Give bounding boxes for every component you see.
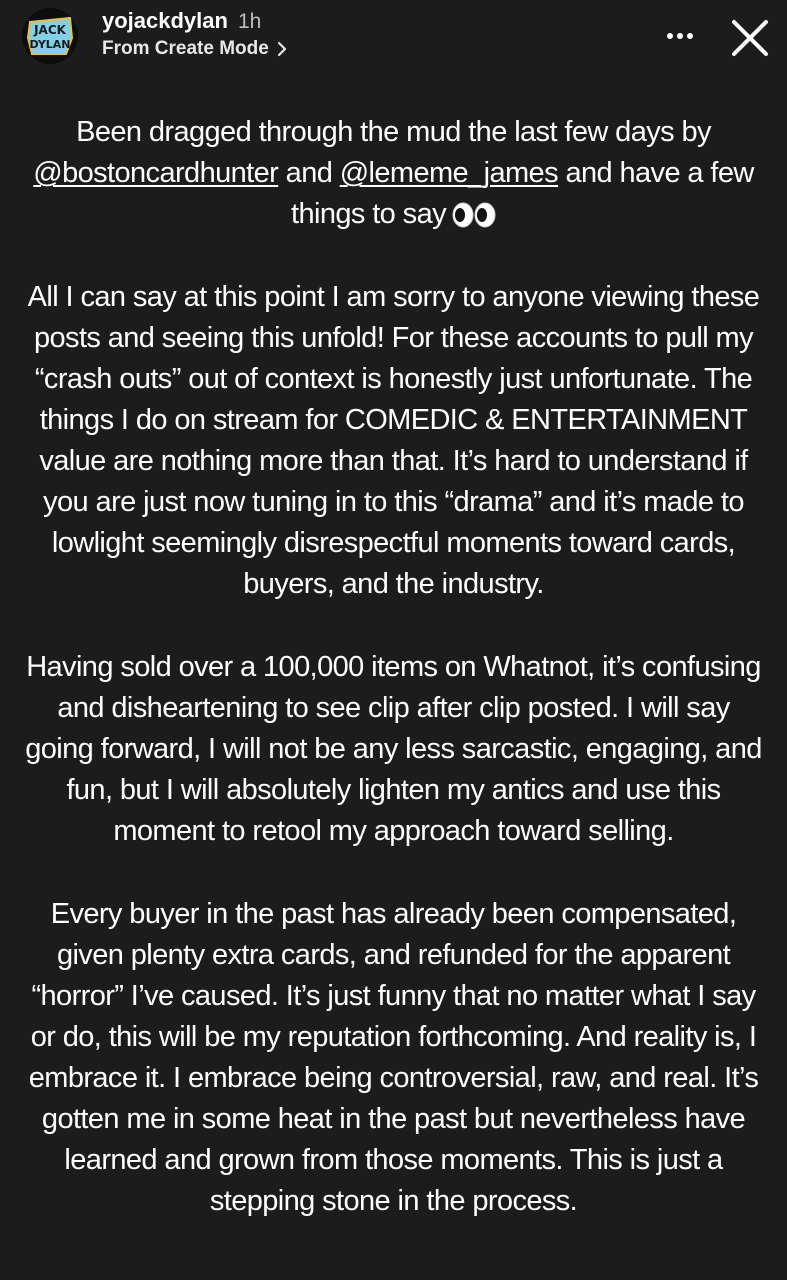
- create-mode-link[interactable]: [102, 38, 287, 60]
- mention-lememe-james[interactable]: @lememe_james: [339, 157, 558, 189]
- timestamp: 1h: [237, 10, 262, 33]
- create-mode-label: From Create Mode: [102, 38, 269, 59]
- eyes-emoji-icon: [452, 202, 496, 228]
- p1-outro: and have a few things to say: [290, 157, 754, 230]
- story-paragraph-1: [20, 112, 767, 235]
- story-text: [20, 112, 767, 1264]
- mention-bostoncardhunter[interactable]: @bostoncardhunter: [33, 157, 279, 189]
- user-info: [102, 8, 287, 60]
- p1-and: and: [278, 157, 340, 189]
- story-paragraph-3: Having sold over a 100,000 items on Whatnot, it’s confusing and disheartening to see clip after clip posted. I will say going forward, I will not be any less sarcastic, engaging, and fun, but I will absolutely lighten my antics and use this moment to retool my approach toward selling.: [25, 651, 762, 847]
- chevron-right-icon: [277, 41, 287, 57]
- close-button[interactable]: [728, 16, 772, 60]
- more-options-button[interactable]: [660, 20, 700, 50]
- story-paragraph-2: All I can say at this point I am sorry to anyone viewing these posts and seeing this unfold! For these accounts to pull my “crash outs” out of context is honestly just unfortunate. The things I do on stream for COMEDIC & ENTERTAINMENT value are nothing more than that. It’s hard to understand if you are just now tuning in to this “drama” and it’s made to lowlight seemingly disrespectful moments toward cards, buyers, and the industry.: [27, 281, 760, 600]
- p1-intro: Been dragged through the mud the last few days by: [76, 116, 711, 148]
- story-header: [0, 0, 787, 80]
- close-icon: [728, 16, 772, 60]
- more-horizontal-icon: [660, 20, 700, 50]
- avatar-logo: [22, 8, 78, 64]
- avatar-text-bottom: DYLAN: [29, 38, 71, 51]
- username[interactable]: yojackdylan: [102, 8, 228, 33]
- avatar-text-top: JACK: [34, 23, 66, 37]
- story-paragraph-4: Every buyer in the past has already been compensated, given plenty extra cards, and refunded for the apparent “horror” I’ve caused. It’s just funny that no matter what I say or do, this will be my reputation forthcoming. And reality is, I embrace it. I embrace being controversial, raw, and real. It’s gotten me in some heat in the past but nevertheless have learned and grown from those moments. This is just a stepping stone in the process.: [28, 898, 759, 1217]
- avatar[interactable]: [22, 8, 78, 64]
